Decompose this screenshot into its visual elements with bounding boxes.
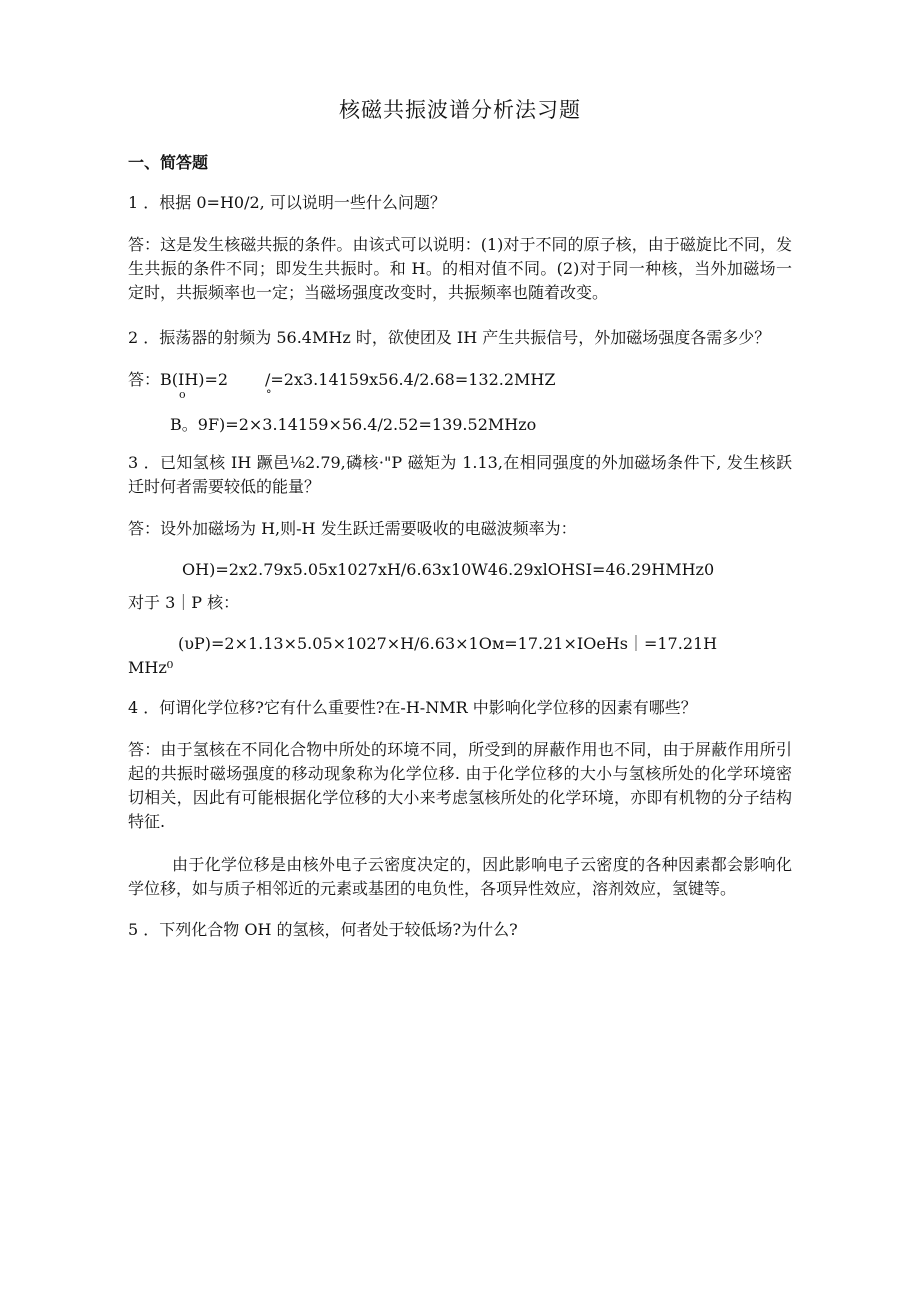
answer-2-formula: /=2x3.14159x56.4/2.68=132.2MHZ	[265, 370, 556, 389]
answer-2-mark: °	[266, 388, 272, 401]
question-4: 4 ．何谓化学位移?它有什么重要性?在-H-NMR 中影响化学位移的因素有哪些？	[128, 698, 697, 717]
answer-2-line-2: B。9F)=2×3.14159×56.4/2.52=139.52MHzo	[170, 415, 537, 434]
answer-2-label: 答：B(IH)=2	[128, 370, 229, 389]
question-2: 2 ．振荡器的射频为 56.4MHz 时，欲使团及 IH 产生共振信号，外加磁场强度各需多少？	[128, 328, 771, 347]
answer-3-formula-p-cont: MHz⁰	[128, 658, 174, 677]
section-heading: 一、简答题	[128, 153, 209, 172]
question-1: 1 ．根据 0=H0/2, 可以说明一些什么问题？	[128, 193, 446, 212]
page-title: 核磁共振波谱分析法习题	[339, 98, 581, 122]
answer-3-for-p: 对于 3｜P 核：	[128, 593, 240, 612]
answer-4-paragraph-1: 答：由于氢核在不同化合物中所处的环境不同，所受到的屏蔽作用也不同，由于屏蔽作用所引起的共振时磁场强度的移动现象称为化学位移. 由于化学位移的大小与氢核所处的化学环境密切相关，因此有可能根据化学位移的大小来考虑氢核所处的化学环境，亦即有机物的分子结构特征.	[128, 740, 792, 831]
answer-3-formula-p: (υP)=2×1.13×5.05×1027×H/6.63×1Oм=17.21×IOeHs｜=17.21H	[178, 634, 718, 653]
question-3: 3 ．已知氢核 IH 蹶邑⅛2.79,磷核·"P 磁矩为 1.13,在相同强度的外加磁场条件下, 发生核跃迁时何者需要较低的能量？	[128, 453, 792, 496]
answer-4-paragraph-2: 由于化学位移是由核外电子云密度决定的，因此影响电子云密度的各种因素都会影响化学位移，如与质子相邻近的元素或基团的电负性，各项异性效应，溶剂效应，氢键等。	[128, 855, 792, 898]
answer-2-mark: o	[179, 388, 186, 401]
answer-1: 答：这是发生核磁共振的条件。由该式可以说明：(1)对于不同的原子核，由于磁旋比不同，发生共振的条件不同；即发生共振时。和 H。的相对值不同。(2)对于同一种核，当外加磁场一定时，共振频率也一定；当磁场强度改变时，共振频率也随着改变。	[128, 235, 792, 302]
answer-3-formula-h: OH)=2x2.79x5.05x1027xH/6.63x10W46.29xlOHSI=46.29HMHz0	[182, 560, 715, 579]
question-5: 5 ．下列化合物 OH 的氢核，何者处于较低场?为什么?	[128, 920, 518, 939]
answer-3-intro: 答：设外加磁场为 H,则-H 发生跃迁需要吸收的电磁波频率为：	[128, 519, 577, 538]
